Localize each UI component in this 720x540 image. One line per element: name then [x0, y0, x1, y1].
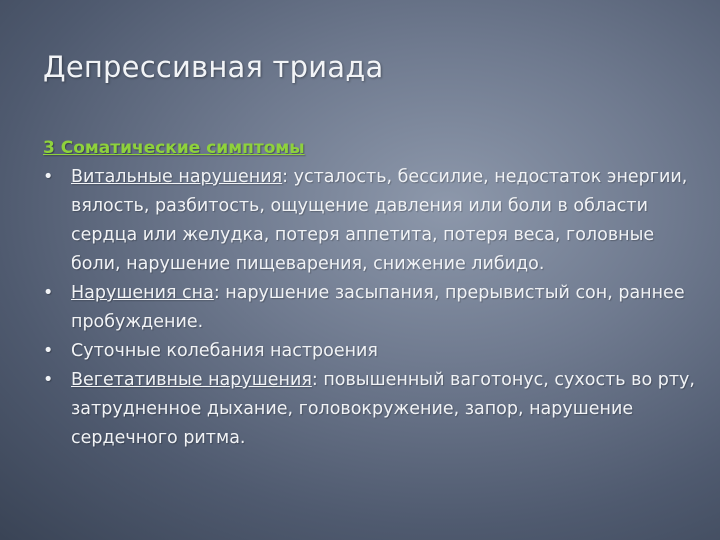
bullet-icon: • — [43, 283, 54, 303]
bullet-icon: • — [43, 341, 54, 361]
list-item — [43, 163, 703, 279]
bullet-list — [43, 163, 703, 453]
section-subheading: 3 Соматические симптомы — [43, 138, 305, 158]
item-term: Витальные нарушения — [71, 167, 283, 187]
bullet-icon: • — [43, 167, 54, 187]
item-term: Вегетативные нарушения — [71, 370, 312, 390]
item-text: : повышенный ваготонус, сухость во рту, затрудненное дыхание, головокружение, запор, нарушение сердечного ритма. — [71, 370, 695, 448]
slide-content — [43, 134, 703, 453]
item-text: : усталость, бессилие, недостаток энергии, вялость, разбитость, ощущение давления или боли в области сердца или желудка, потеря аппетита, потеря веса, головные боли, нарушение пищеварения, снижение либидо. — [71, 167, 688, 274]
item-text: Суточные колебания настроения — [71, 341, 378, 361]
list-item — [43, 279, 703, 337]
item-text: : нарушение засыпания, прерывистый сон, раннее пробуждение. — [71, 283, 685, 332]
slide-title: Депрессивная триада — [43, 50, 384, 84]
list-item — [43, 337, 703, 366]
item-term: Нарушения сна — [71, 283, 214, 303]
list-item — [43, 366, 703, 453]
bullet-icon: • — [43, 370, 54, 390]
